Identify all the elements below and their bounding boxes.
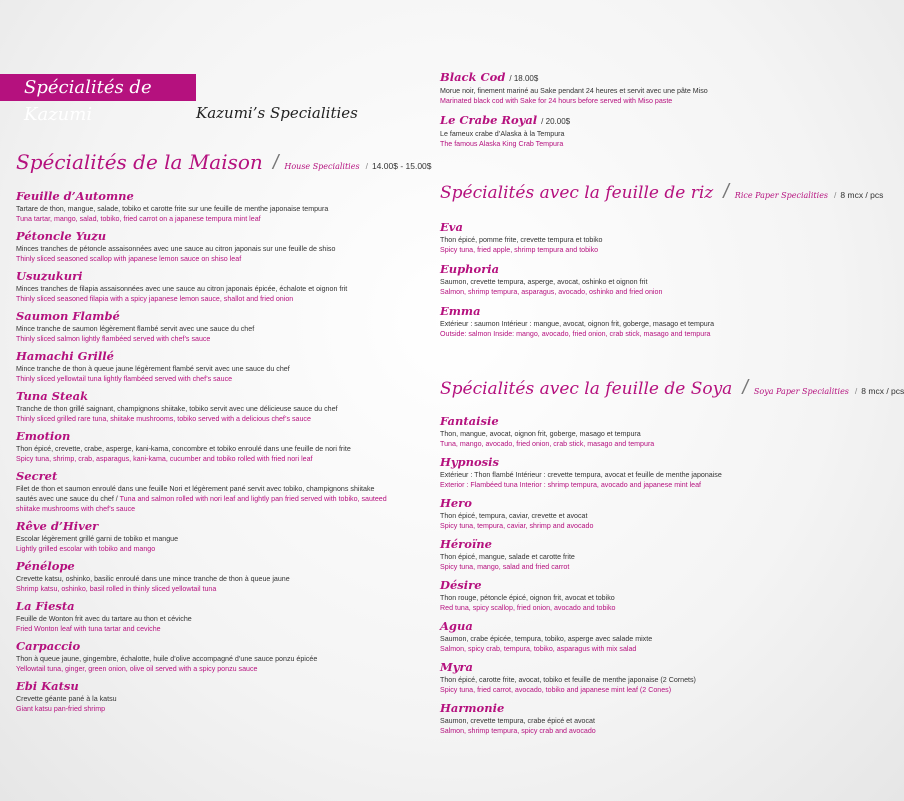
menu-item [440,304,840,339]
menu-item [16,229,416,264]
menu-item [16,599,416,634]
menu-item [440,496,840,531]
item-description-fr: Extérieur : Thon flambé Intérieur : crevette tempura, avocat et feuille de menthe japonaise [440,471,722,479]
item-description-fr: Thon à queue jaune, gingembre, échalotte, huile d’olive accompagné d’une sauce ponzu épicée [16,655,318,663]
section-english-title: Rice Paper Specialities [734,191,829,200]
item-title: Usuzukuri [16,269,83,283]
item-title: Feuille d’Automne [16,189,134,203]
menu-item [16,349,416,384]
menu-item [440,455,840,490]
item-description-fr: Filet de thon et saumon enroulé dans une feuille Nori et légèrement pané servit avec tobiko, champignons shiitake [16,485,375,493]
item-description-fr: Crevette géante pané à la katsu [16,695,117,703]
menu-item [440,701,840,736]
menu-item-name [440,304,840,319]
item-title: Euphoria [440,262,500,276]
menu-item [16,679,416,714]
item-description-fr: Saumon, crabe épicée, tempura, tobiko, asperge avec salade mixte [440,635,653,643]
item-description-en: Salmon, spicy crab, tempura, tobiko, asparagus with mix salad [440,645,637,653]
item-description-fr: Saumon, crevette tempura, crabe épicé et avocat [440,717,595,725]
item-description-fr: Thon rouge, pétoncle épicé, oignon frit, avocat et tobiko [440,594,615,602]
item-title: Emma [440,304,481,318]
right-column [440,70,904,736]
section-price: / 14.00$ - 15.00$ [366,161,432,171]
item-description-en: Spicy tuna, mango, salad and fried carrot [440,563,570,571]
banner-subtitle: Kazumi’s Specialities [196,104,358,122]
menu-list [440,220,840,339]
item-description-fr: Minces tranches de pétoncle assaisonnées avec une sauce au citron japonais sur une feuille de shiso [16,245,336,253]
menu-item-name [440,220,840,235]
item-title: Hamachi Grillé [16,349,114,363]
item-title: Black Cod [440,70,506,84]
item-title: Tuna Steak [16,389,89,403]
item-description-en: Yellowtail tuna, ginger, green onion, olive oil served with a spicy ponzu sauce [16,665,258,673]
item-description-en: shiitake mushrooms with chef’s sauce [16,505,136,513]
item-description-fr: Tartare de thon, mangue, salade, tobiko et carotte frite sur une feuille de menthe japonaise tempura [16,205,329,213]
menu-item-name [440,113,840,129]
menu-list [440,414,840,736]
item-title: Le Crabe Royal [440,113,538,127]
menu-item [440,414,840,449]
item-description-en: Spicy tuna, fried carrot, avocado, tobiko and japanese mint leaf (2 Cones) [440,686,672,694]
item-title: Héroïne [440,537,492,551]
section-header [440,181,884,204]
item-title: Emotion [16,429,71,443]
menu-item-name [16,469,416,484]
item-title: La Fiesta [16,599,75,613]
item-description-en: The famous Alaska King Crab Tempura [440,140,564,148]
menu-item-name [440,414,840,429]
menu-item-name [440,70,840,86]
menu-item-name [16,599,416,614]
item-description-fr: Thon épicé, carotte frite, avocat, tobiko et feuille de menthe japonaise (2 Cornets) [440,676,696,684]
rice-paper-section [440,181,884,339]
item-description-fr: Morue noir, finement mariné au Sake pendant 24 heures et servit avec une pâte Miso [440,87,708,95]
item-description-fr: Mince tranche de thon à queue jaune légèrement flambé servit avec une sauce du chef [16,365,290,373]
menu-item [440,70,840,106]
item-description-en: Shrimp katsu, oshinko, basil rolled in thinly sliced yellowtail tuna [16,585,217,593]
item-description-fr: Extérieur : saumon Intérieur : mangue, avocat, oignon frit, goberge, masago et tempura [440,320,715,328]
menu-item-name [16,269,416,284]
menu-item-name [16,519,416,534]
item-description-fr: Thon épicé, crevette, crabe, asperge, kani-kama, concombre et tobiko enroulé dans une feuille de nori frite [16,445,351,453]
item-title: Fantaisie [440,414,499,428]
item-description-en: Tuna tartar, mango, salad, tobiko, fried carrot on a japanese tempura mint leaf [16,215,261,223]
menu-list [16,189,416,714]
menu-item-name [16,349,416,364]
menu-item-name [440,619,840,634]
item-description-en: Giant katsu pan-fried shrimp [16,705,106,713]
item-description-fr: Escolar légèrement grillé garni de tobiko et mangue [16,535,179,543]
item-description-en: Thinly sliced yellowtail tuna lightly flambéed served with chef’s sauce [16,375,233,383]
item-description-fr-cont: sautés avec une sauce du chef / Tuna and salmon rolled with nori leaf and lightly pan fried served with tobiko, sauteed [16,495,387,503]
item-price: / 18.00$ [509,74,539,83]
item-description-fr: Thon épicé, tempura, caviar, crevette et avocat [440,512,588,520]
item-description-en: Salmon, shrimp tempura, spicy crab and avocado [440,727,596,735]
menu-item-name [440,578,840,593]
item-title: Agua [440,619,473,633]
section-title: Spécialités de la Maison [16,150,263,174]
section-title: Spécialités avec la feuille de riz [440,183,714,203]
item-description-fr: Minces tranches de filapia assaisonnées avec une sauce au citron japonais épicée, échalote et oignon frit [16,285,348,293]
menu-item-name [16,639,416,654]
item-description-fr: Saumon, crevette tempura, asperge, avocat, oshinko et oignon frit [440,278,648,286]
item-title: Carpaccio [16,639,81,653]
item-description-en: Spicy tuna, tempura, caviar, shrimp and avocado [440,522,594,530]
menu-item [16,429,416,464]
item-title: Saumon Flambé [16,309,120,323]
item-title: Hero [440,496,472,510]
item-title: Ebi Katsu [16,679,79,693]
item-title: Rêve d’Hiver [16,519,99,533]
menu-item [440,220,840,255]
specialities-banner: Spécialités de Kazumi [0,74,196,101]
item-description-fr: Feuille de Wonton frit avec du tartare au thon et céviche [16,615,192,623]
item-description-en: Spicy tuna, shrimp, crab, asparagus, kani-kama, cucumber and tobiko rolled with fried nori leaf [16,455,313,463]
item-description-en: Thinly sliced grilled rare tuna, shiitake mushrooms, tobiko served with a delicious chef’s sauce [16,415,311,423]
item-description-en: Thinly sliced salmon lightly flambéed served with chef’s sauce [16,335,211,343]
item-description-en: Thinly sliced seasoned scallop with japanese lemon sauce on shiso leaf [16,255,242,263]
menu-item-name [16,389,416,404]
menu-item-name [440,660,840,675]
section-header [440,377,904,400]
menu-item [440,578,840,613]
item-title: Pétoncle Yuzu [16,229,107,243]
slash-divider: / [742,377,748,399]
item-description-en: Lightly grilled escolar with tobiko and mango [16,545,156,553]
section-price: / 8 mcx / pcs [855,386,904,396]
menu-item [440,113,840,149]
section-english-title: Soya Paper Specialities [753,387,849,396]
menu-list [440,70,840,149]
menu-item-name [16,429,416,444]
item-description-fr: Thon épicé, pomme frite, crevette tempura et tobiko [440,236,603,244]
slash-divider: / [272,152,279,174]
section-header [16,150,432,175]
item-title: Eva [440,220,463,234]
item-description-fr: Thon épicé, mangue, salade et carotte frite [440,553,575,561]
menu-item-name [440,701,840,716]
item-description-en: Tuna, mango, avocado, fried onion, crab stick, masago and tempura [440,440,655,448]
menu-item [440,619,840,654]
item-description-en: Spicy tuna, fried apple, shrimp tempura and tobiko [440,246,599,254]
menu-item [440,262,840,297]
menu-item [16,469,416,514]
item-description-en: Red tuna, spicy scallop, fried onion, avocado and tobiko [440,604,616,612]
item-description-en: Marinated black cod with Sake for 24 hours before served with Miso paste [440,97,673,105]
item-title: Désire [440,578,482,592]
soya-paper-section [440,377,904,736]
menu-item [16,389,416,424]
menu-item [16,309,416,344]
item-description-en-inline: Tuna and salmon rolled with nori leaf and lightly pan fried served with tobiko, sauteed [119,495,387,503]
menu-item [440,660,840,695]
menu-item [16,269,416,304]
item-title: Secret [16,469,58,483]
item-description-fr-tail: sautés avec une sauce du chef [16,495,114,503]
item-description-en: Thinly sliced seasoned filapia with a spicy japanese lemon sauce, shallot and fried onion [16,295,294,303]
item-title: Hypnosis [440,455,499,469]
menu-item-name [440,262,840,277]
menu-item [16,639,416,674]
item-description-en: Exterior : Flambéed tuna Interior : shrimp tempura, avocado and japanese mint leaf [440,481,702,489]
item-description-fr: Thon, mangue, avocat, oignon frit, goberge, masago et tempura [440,430,641,438]
menu-item-name [16,189,416,204]
slash-divider: / [723,181,729,203]
menu-item-name [16,559,416,574]
section-english-title: House Specialities [284,162,360,171]
item-title: Myra [440,660,473,674]
item-description-fr: Mince tranche de saumon légèrement flambé servit avec une sauce du chef [16,325,255,333]
item-description-en: Outside: salmon Inside: mango, avocado, fried onion, crab stick, masago and tempura [440,330,711,338]
item-description-fr: Le fameux crabe d’Alaska à la Tempura [440,130,565,138]
menu-item-name [440,496,840,511]
item-title: Harmonie [440,701,505,715]
menu-item [16,189,416,224]
menu-item-name [16,679,416,694]
menu-item-name [440,455,840,470]
menu-item-name [16,309,416,324]
menu-item [440,537,840,572]
item-description-en: Fried Wonton leaf with tuna tartar and ceviche [16,625,161,633]
item-description-fr: Tranche de thon grillé saignant, champignons shiitake, tobiko servit avec une délicieuse sauce du chef [16,405,338,413]
menu-item [16,519,416,554]
item-title: Pénélope [16,559,75,573]
house-specialities-section [16,150,432,714]
section-price: / 8 mcx / pcs [834,190,883,200]
item-description-en: Salmon, shrimp tempura, asparagus, avocado, oshinko and fried onion [440,288,663,296]
item-price: / 20.00$ [541,117,571,126]
menu-item-name [16,229,416,244]
menu-item-name [440,537,840,552]
section-title: Spécialités avec la feuille de Soya [440,379,733,399]
item-description-fr: Crevette katsu, oshinko, basilic enroulé dans une mince tranche de thon à queue jaune [16,575,290,583]
menu-item [16,559,416,594]
